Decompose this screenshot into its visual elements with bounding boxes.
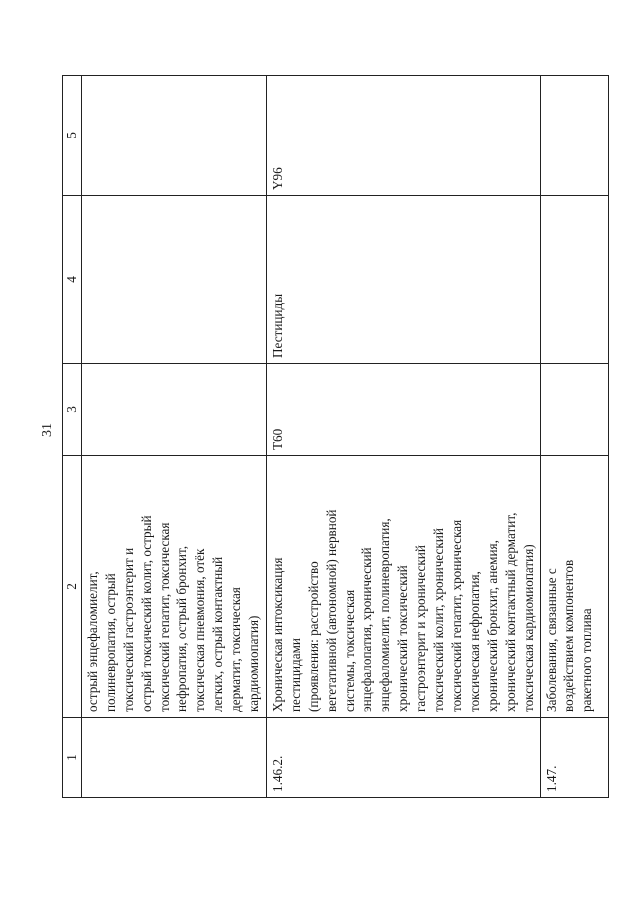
text-line: энцефаломиелит, полиневропатия, (377, 518, 393, 712)
item-number: 1.46.2. (266, 718, 540, 798)
rotated-page (40, 55, 600, 800)
text-line: Хроническая интоксикация (269, 557, 285, 712)
text-line: энцефалопатия, хронический (359, 547, 375, 712)
text-line: гастроэнтерит и хронический (413, 545, 429, 712)
text-line: токсический колит, хронический (431, 528, 447, 712)
text-line: воздействием компонентов (561, 559, 577, 712)
text-line: хронический бронхит, анемия, (484, 540, 500, 712)
harmful-factor: Пестициды (266, 196, 540, 364)
table-row (266, 76, 540, 798)
text-line: Заболевания, связанные с (543, 568, 559, 712)
icd-code (81, 364, 266, 456)
table-row (81, 76, 266, 798)
page-number: 31 (40, 423, 55, 437)
text-line: токсическая кардиомиопатия) (520, 544, 536, 712)
col-header-5: 5 (63, 76, 82, 196)
text-line: токсический гепатит, токсическая (156, 522, 172, 712)
extra-code: Y96 (266, 76, 540, 196)
header-row (63, 76, 82, 798)
icd-code (540, 364, 608, 456)
harmful-factor (540, 196, 608, 364)
col-header-1: 1 (63, 718, 82, 798)
text-line: (проявления: расстройство (305, 561, 321, 712)
disease-description (540, 456, 608, 718)
text-line: токсический гепатит, хроническая (448, 519, 464, 712)
table-row (540, 76, 608, 798)
text-line: хронический контактный дерматит, (502, 512, 518, 712)
text-line: нефропатия, острый бронхит, (174, 545, 190, 712)
disease-description (81, 456, 266, 718)
disease-table (62, 75, 609, 798)
text-line: легких, острый контактный (210, 556, 226, 712)
col-header-4: 4 (63, 196, 82, 364)
extra-code (81, 76, 266, 196)
harmful-factor (81, 196, 266, 364)
text-line: острый токсический колит, острый (138, 515, 154, 712)
text-line: пестицидами (287, 638, 303, 712)
text-line: ракетного топлива (579, 608, 595, 712)
icd-code: T60 (266, 364, 540, 456)
text-line: токсическая нефропатия, (466, 571, 482, 712)
text-line: токсический гастроэнтерит и (120, 547, 136, 712)
text-line: системы, токсическая (341, 589, 357, 712)
text-line: острый энцефаломиелит, (84, 571, 100, 712)
col-header-3: 3 (63, 364, 82, 456)
extra-code (540, 76, 608, 196)
disease-description (266, 456, 540, 718)
text-line: кардиомиопатия) (246, 615, 262, 712)
text-line: токсическая пневмония, отёк (192, 548, 208, 712)
item-number: 1.47. (540, 718, 608, 798)
col-header-2: 2 (63, 456, 82, 718)
text-line: дерматит, токсическая (228, 587, 244, 712)
text-line: вегетативной (автономной) нервной (323, 509, 339, 712)
item-number (81, 718, 266, 798)
text-line: хронический токсический (395, 565, 411, 712)
text-line: полиневропатия, острый (102, 573, 118, 712)
